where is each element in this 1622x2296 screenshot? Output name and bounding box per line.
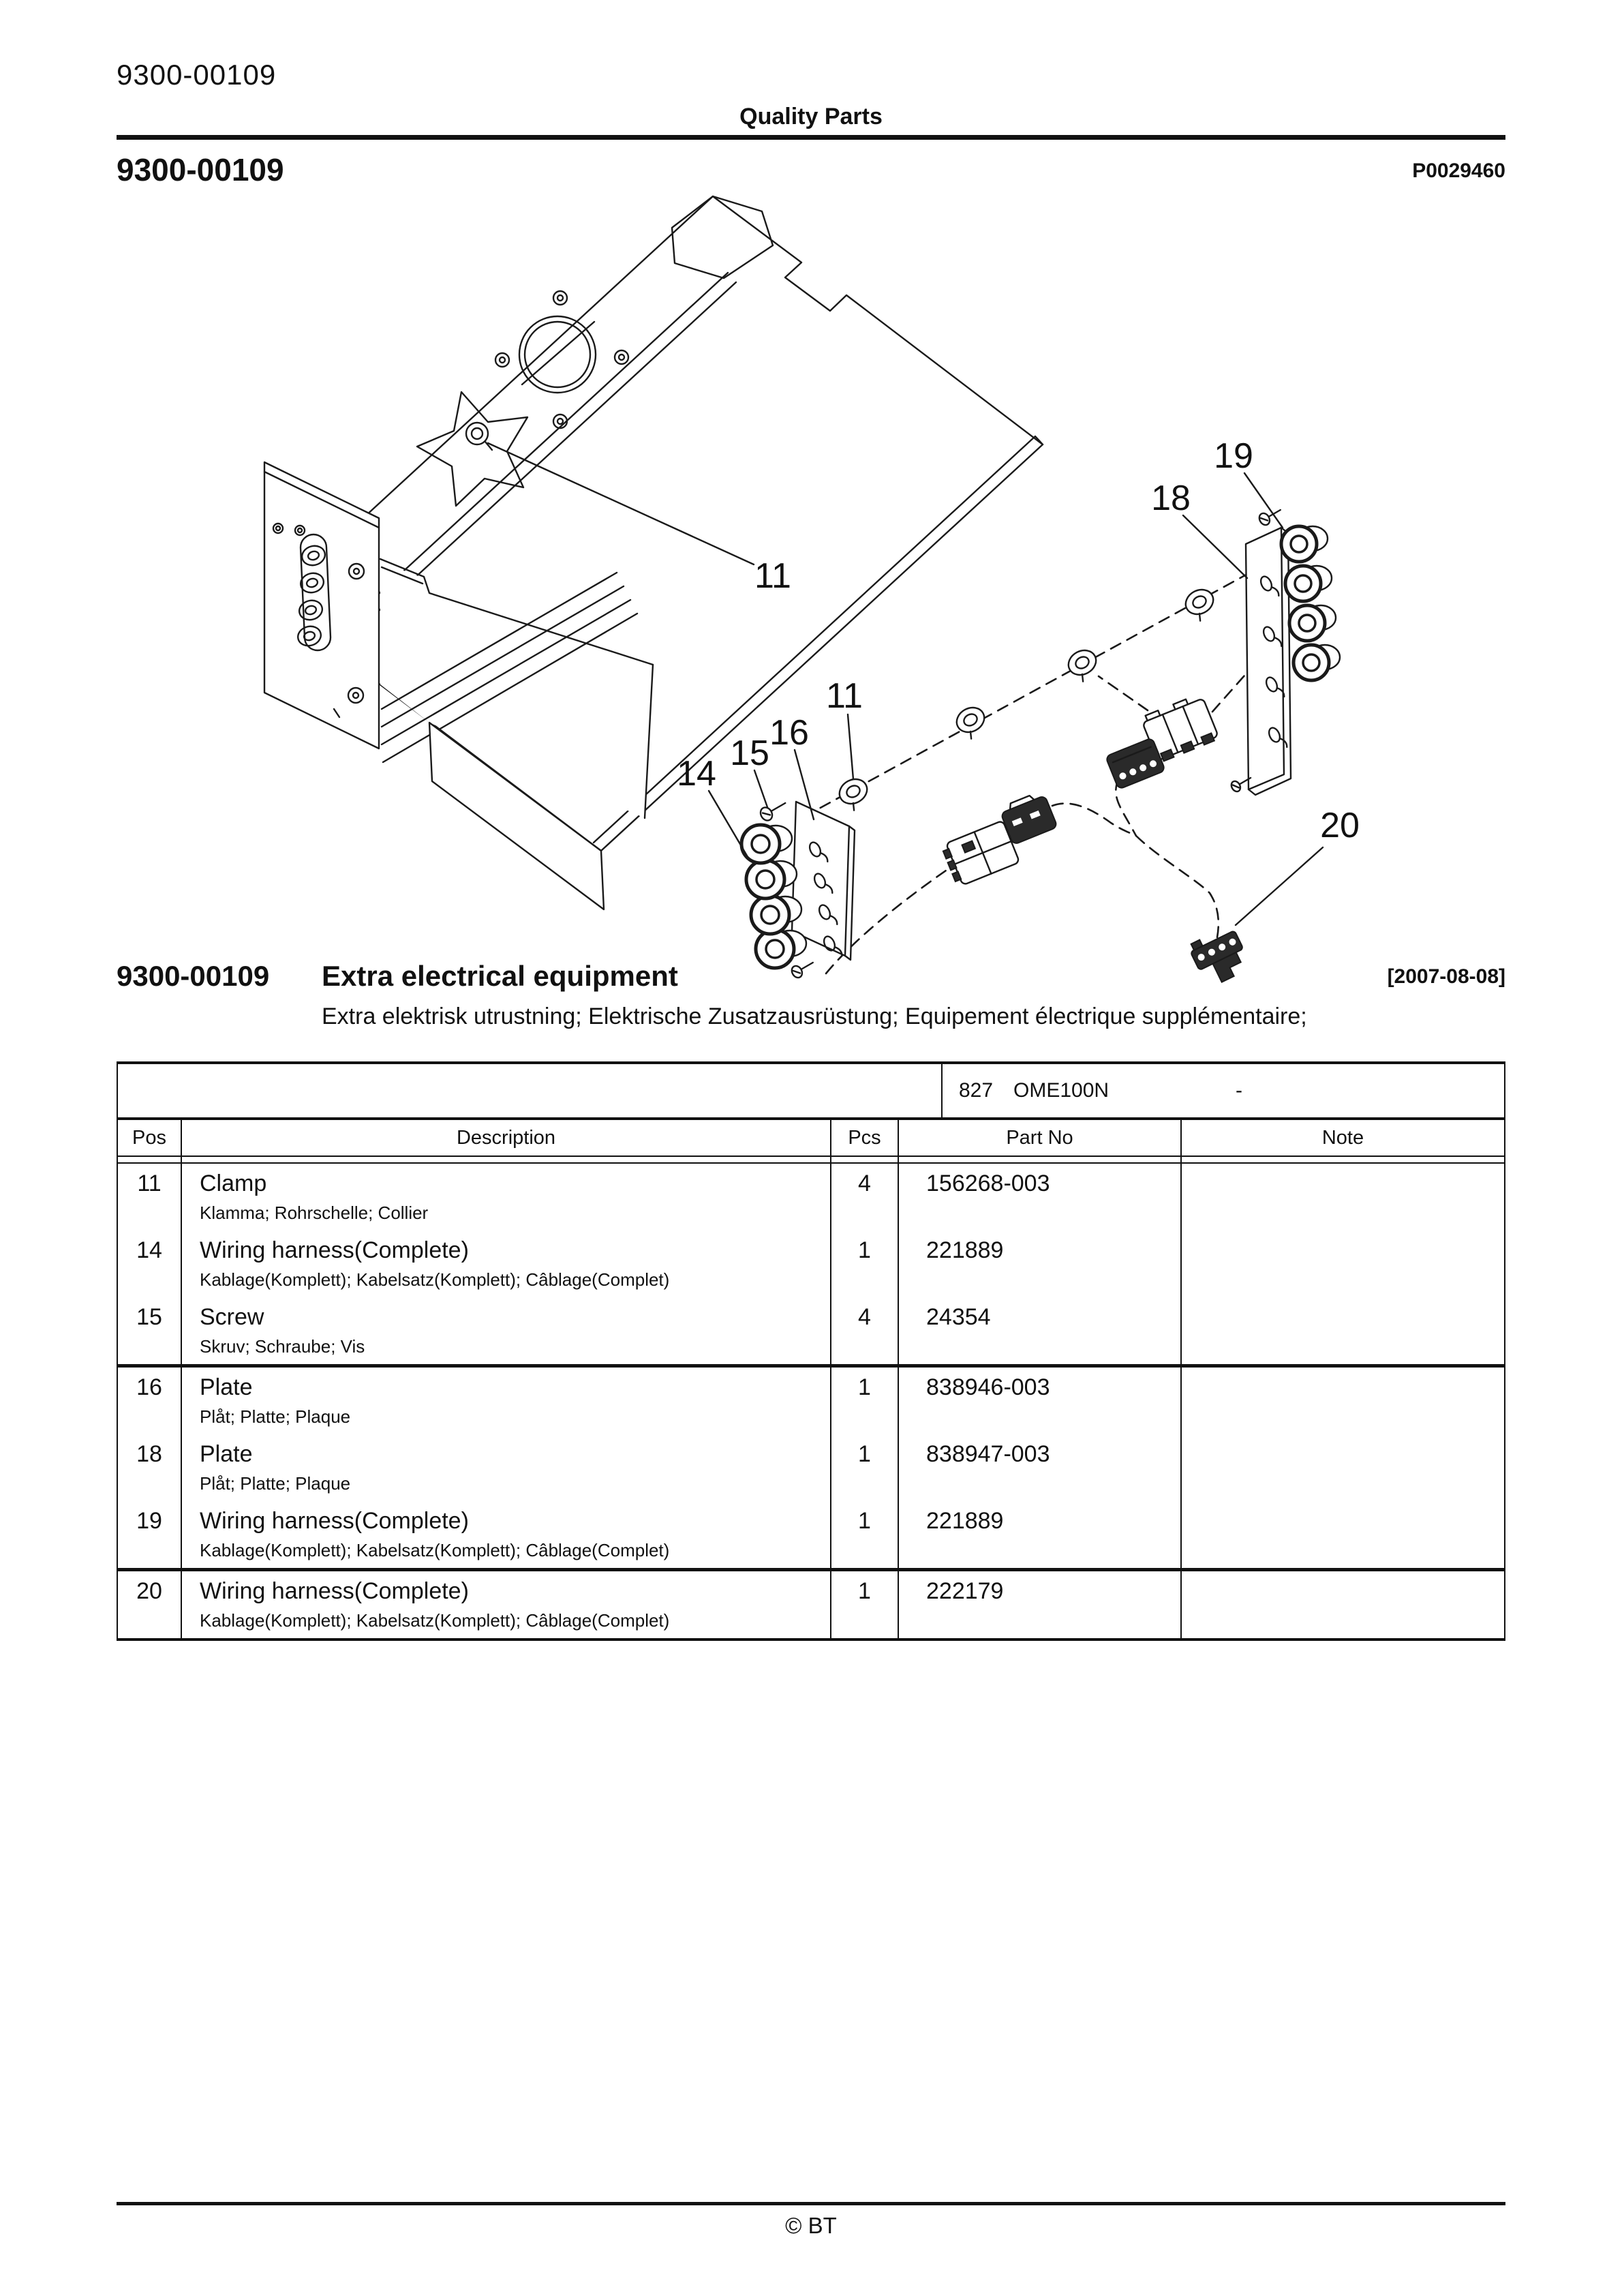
column-header-row — [118, 1120, 1504, 1157]
row-part-no: 222179 — [899, 1571, 1182, 1638]
description-main: Plate — [200, 1374, 253, 1400]
row-pos: 20 — [118, 1571, 182, 1638]
model-header-row — [118, 1064, 1504, 1120]
model-variant: - — [1236, 1079, 1242, 1102]
description-main: Plate — [200, 1441, 253, 1467]
row-description — [182, 1571, 831, 1638]
plate-right-assembly — [1229, 504, 1340, 795]
page-title: Quality Parts — [739, 104, 883, 130]
callout-19: 19 — [1214, 436, 1253, 476]
row-part-no: 221889 — [899, 1501, 1182, 1568]
row-pos: 19 — [118, 1501, 182, 1568]
row-pos: 14 — [118, 1230, 182, 1297]
connector-cluster-upper — [1105, 693, 1219, 789]
row-pcs: 1 — [831, 1501, 899, 1568]
description-main: Clamp — [200, 1170, 267, 1196]
row-pos: 16 — [118, 1368, 182, 1434]
row-description — [182, 1297, 831, 1364]
row-note — [1182, 1297, 1504, 1364]
col-header-note: Note — [1321, 1126, 1364, 1149]
exploded-parts-diagram — [0, 0, 1622, 1063]
connector-cluster-lower — [940, 790, 1057, 887]
figure-code: P0029460 — [1412, 160, 1505, 182]
row-group-1 — [118, 1164, 1504, 1368]
section-doc-number: 9300-00109 — [117, 960, 270, 992]
figure-doc-number: 9300-00109 — [117, 152, 284, 187]
table-row — [118, 1571, 1504, 1638]
col-header-pos: Pos — [118, 1120, 182, 1155]
row-pcs: 1 — [831, 1230, 899, 1297]
row-group-3 — [118, 1571, 1504, 1638]
row-pos: 15 — [118, 1297, 182, 1364]
table-row — [118, 1164, 1504, 1230]
enclosure-cover — [271, 196, 1043, 909]
description-main: Wiring harness(Complete) — [200, 1508, 469, 1534]
row-part-no: 221889 — [899, 1230, 1182, 1297]
row-description — [182, 1434, 831, 1501]
callout-20: 20 — [1320, 806, 1360, 845]
row-pcs: 4 — [831, 1164, 899, 1230]
description-main: Wiring harness(Complete) — [200, 1578, 469, 1604]
end-plate-connectors — [264, 462, 379, 749]
row-pos: 11 — [118, 1164, 182, 1230]
row-description — [182, 1368, 831, 1434]
callout-18: 18 — [1151, 479, 1191, 518]
row-pcs: 1 — [831, 1571, 899, 1638]
row-note — [1182, 1368, 1504, 1434]
harness-routes — [804, 573, 1250, 973]
row-group-2 — [118, 1368, 1504, 1571]
section-date: [2007-08-08] — [1387, 965, 1505, 988]
table-row — [118, 1297, 1504, 1364]
plate-left-assembly — [741, 797, 855, 979]
section-title: Extra electrical equipment — [322, 960, 678, 992]
row-description — [182, 1164, 831, 1230]
row-note — [1182, 1501, 1504, 1568]
row-part-no: 156268-003 — [899, 1164, 1182, 1230]
callout-11-harness: 11 — [826, 676, 863, 716]
parts-table — [117, 1061, 1505, 1641]
table-row — [118, 1434, 1504, 1501]
row-pos: 18 — [118, 1434, 182, 1501]
model-header-cell — [943, 1064, 1504, 1117]
footer-rule — [117, 2202, 1505, 2205]
table-row — [118, 1368, 1504, 1434]
description-translations: Skruv; Schraube; Vis — [200, 1336, 365, 1357]
table-row — [118, 1230, 1504, 1297]
row-note — [1182, 1230, 1504, 1297]
header-double-rule — [118, 1157, 1504, 1164]
row-note — [1182, 1434, 1504, 1501]
description-translations: Plåt; Platte; Plaque — [200, 1473, 351, 1494]
row-note — [1182, 1164, 1504, 1230]
description-translations: Klamma; Rohrschelle; Collier — [200, 1203, 429, 1223]
cable-clamps — [835, 585, 1220, 813]
row-part-no: 838947-003 — [899, 1434, 1182, 1501]
callout-15: 15 — [730, 734, 769, 773]
screw-top — [759, 797, 789, 822]
row-part-no: 838946-003 — [899, 1368, 1182, 1434]
row-pcs: 1 — [831, 1434, 899, 1501]
row-part-no: 24354 — [899, 1297, 1182, 1364]
row-pcs: 4 — [831, 1297, 899, 1364]
description-main: Screw — [200, 1304, 264, 1330]
row-description — [182, 1501, 831, 1568]
col-header-description: Description — [182, 1120, 831, 1155]
col-header-part-no: Part No — [899, 1120, 1182, 1155]
description-translations: Kablage(Komplett); Kabelsatz(Komplett); Câblage(Complet) — [200, 1540, 670, 1560]
description-main: Wiring harness(Complete) — [200, 1237, 469, 1263]
table-row — [118, 1501, 1504, 1568]
col-header-pcs: Pcs — [831, 1120, 899, 1155]
callout-14: 14 — [677, 754, 716, 794]
description-translations: Plåt; Platte; Plaque — [200, 1406, 351, 1427]
row-description — [182, 1230, 831, 1297]
description-translations: Kablage(Komplett); Kabelsatz(Komplett); Câblage(Complet) — [200, 1269, 670, 1290]
page-doc-number: 9300-00109 — [117, 59, 277, 91]
callout-16: 16 — [769, 713, 809, 753]
model-header-empty-cell — [118, 1064, 943, 1117]
copyright: © BT — [785, 2213, 837, 2238]
callout-11-cover: 11 — [754, 556, 791, 596]
connector-bottom — [1187, 924, 1252, 988]
description-translations: Kablage(Komplett); Kabelsatz(Komplett); Câblage(Complet) — [200, 1610, 670, 1631]
model-code: 827 — [959, 1079, 994, 1102]
model-name: OME100N — [1013, 1079, 1110, 1102]
row-note — [1182, 1571, 1504, 1638]
row-pcs: 1 — [831, 1368, 899, 1434]
section-subtitle: Extra elektrisk utrustning; Elektrische Zusatzausrüstung; Equipement électrique supplémentaire; — [322, 1003, 1307, 1029]
screw-bottom — [790, 957, 816, 980]
